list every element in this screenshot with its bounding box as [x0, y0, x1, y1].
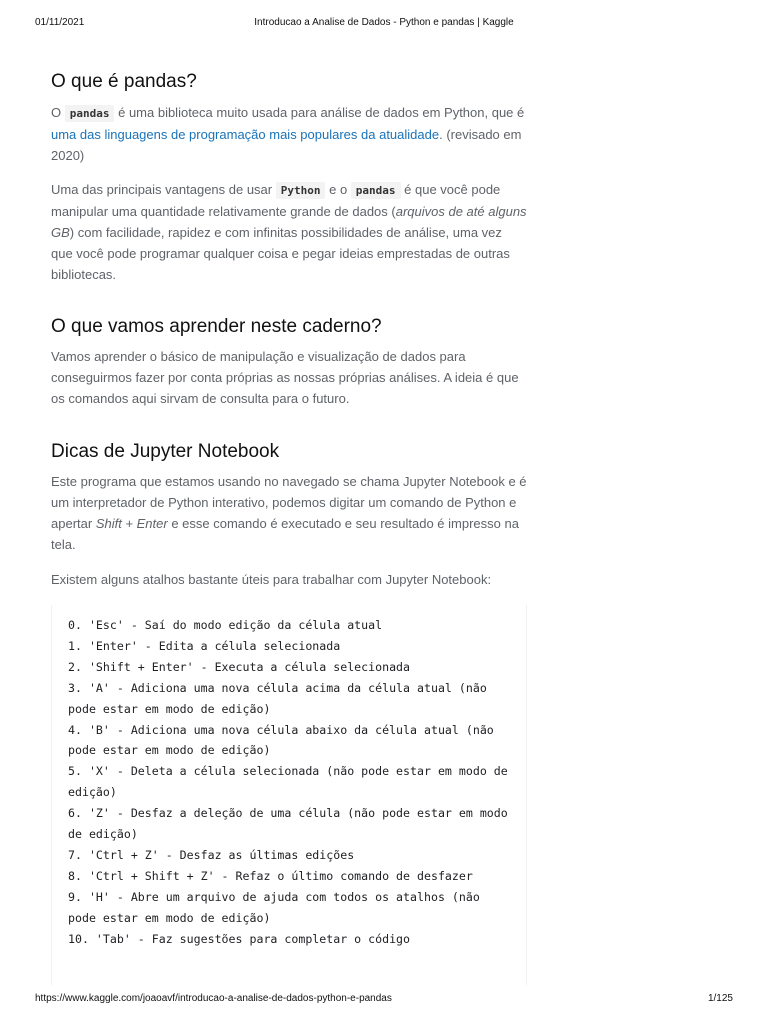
- shortcut-item: 8. 'Ctrl + Shift + Z' - Refaz o último comando de desfazer: [68, 868, 473, 883]
- shortcut-item: 7. 'Ctrl + Z' - Desfaz as últimas edições: [68, 847, 355, 862]
- shortcut-item: 4. 'B' - Adiciona uma nova célula abaixo da célula atual (não pode estar em modo de edição): [68, 722, 501, 758]
- print-url: https://www.kaggle.com/joaoavf/introducao-a-analise-de-dados-python-e-pandas: [35, 993, 392, 1004]
- paragraph-learn: Vamos aprender o básico de manipulação e visualização de dados para conseguirmos fazer por conta próprias as nossas próprias análises. A ideia é que os comandos aqui sirvam de consulta para o futuro.: [51, 349, 519, 406]
- section-heading-pandas: O que é pandas?: [51, 71, 197, 92]
- section-heading-learn: O que vamos aprender neste caderno?: [51, 316, 382, 337]
- shortcut-item: 9. 'H' - Abre um arquivo de ajuda com todos os atalhos (não pode estar em modo de edição): [68, 889, 487, 925]
- paragraph-advantages: Uma das principais vantagens de usar Python e o pandas é que você pode manipular uma quantidade relativamente grande de dados (arquivos de até alguns GB) com facilidade, rapidez e com infinitas possibilidades de análise, uma vez que você pode programar qualquer coisa e pegar ideias emprestadas de outras bibliotecas.: [51, 182, 527, 282]
- print-header: [0, 17, 768, 31]
- print-page-title: Introducao a Analise de Dados - Python e pandas | Kaggle: [254, 17, 514, 28]
- shortcut-item: 3. 'A' - Adiciona uma nova célula acima da célula atual (não pode estar em modo de edição): [68, 680, 494, 716]
- inline-code-pandas: pandas: [351, 182, 401, 199]
- shortcut-item: 5. 'X' - Deleta a célula selecionada (não pode estar em modo de edição): [68, 764, 515, 800]
- section-heading-jupyter-tips: Dicas de Jupyter Notebook: [51, 441, 280, 462]
- print-footer: [0, 993, 768, 1007]
- shortcut-item: 10. 'Tab' - Faz sugestões para completar o código: [68, 931, 411, 946]
- shortcuts-list: [52, 605, 526, 950]
- shortcut-item: 6. 'Z' - Desfaz a deleção de uma célula (não pode estar em modo de edição): [68, 806, 515, 842]
- popular-languages-link[interactable]: uma das linguagens de programação mais populares da atualidade: [51, 127, 440, 142]
- paragraph-what-is-pandas: O pandas é uma biblioteca muito usada para análise de dados em Python, que é uma das linguagens de programação mais populares da atualidade. (revisado em 2020): [51, 105, 525, 163]
- shortcut-item: 0. 'Esc' - Saí do modo edição da célula atual: [68, 618, 383, 632]
- print-date: 01/11/2021: [35, 17, 85, 28]
- page-counter: 1/125: [707, 993, 733, 1004]
- shortcut-item: 1. 'Enter' - Edita a célula selecionada: [68, 638, 341, 653]
- paragraph-shortcuts-intro: Existem alguns atalhos bastante úteis para trabalhar com Jupyter Notebook:: [51, 572, 492, 587]
- shortcut-item: 2. 'Shift + Enter' - Executa a célula selecionada: [68, 659, 411, 674]
- shortcuts-code-block: [51, 605, 527, 985]
- paragraph-jupyter: Este programa que estamos usando no navegado se chama Jupyter Notebook e é um interpretador de Python interativo, podemos digitar um comando de Python e apertar Shift + Enter e esse comando é executado e seu resultado é impresso na tela.: [51, 474, 527, 552]
- inline-code-pandas: pandas: [65, 105, 115, 122]
- inline-code-python: Python: [276, 182, 326, 199]
